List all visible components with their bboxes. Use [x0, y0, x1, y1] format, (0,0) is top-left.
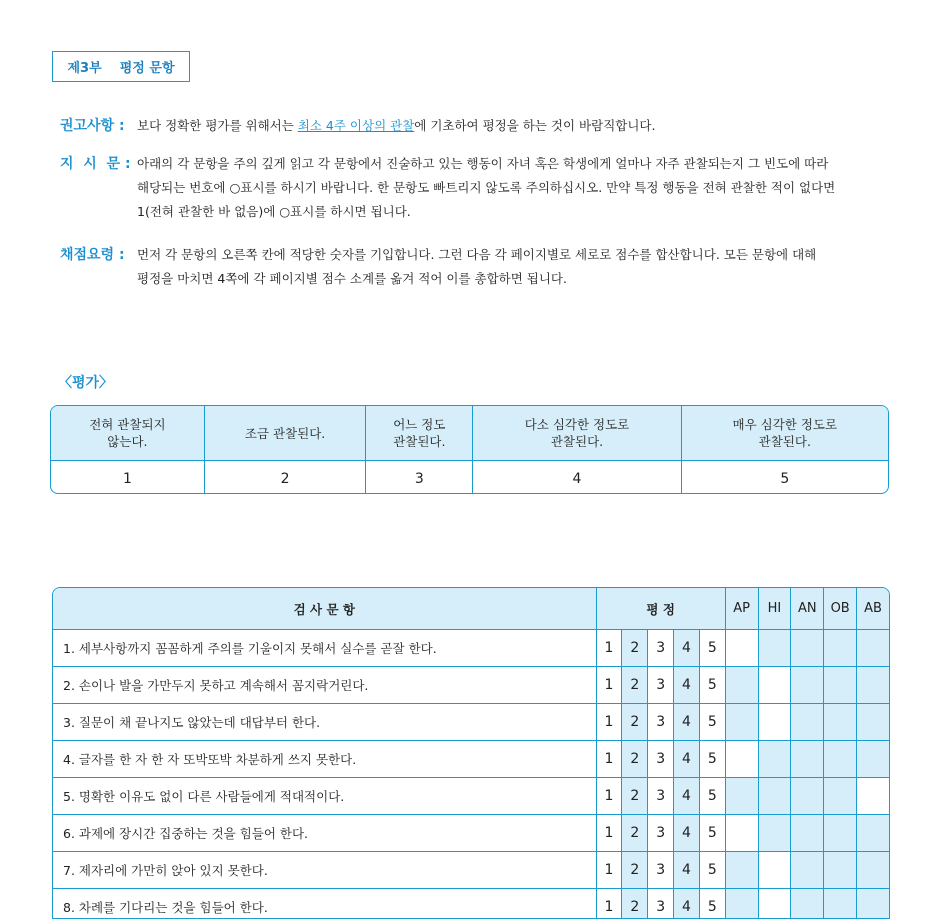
instruction-recommendation	[60, 114, 900, 138]
subscale-score-cell[interactable]	[726, 667, 759, 704]
rating-option-4[interactable]: 4	[674, 852, 700, 889]
subscale-score-cell[interactable]	[857, 630, 889, 667]
subscale-score-cell[interactable]	[857, 778, 889, 815]
scale-label-3: 어느 정도 관찰된다.	[366, 406, 473, 461]
subscale-score-cell[interactable]	[824, 667, 857, 704]
instruction-directions	[60, 152, 900, 224]
subscale-score-cell[interactable]	[759, 630, 792, 667]
instruction-scoring	[60, 243, 900, 291]
rating-option-3[interactable]: 3	[648, 667, 674, 704]
rating-option-4[interactable]: 4	[674, 815, 700, 852]
rating-option-5[interactable]: 5	[700, 778, 726, 815]
header-rating: 평 정	[597, 588, 726, 630]
subscale-score-cell[interactable]	[759, 889, 792, 919]
rating-option-2[interactable]: 2	[622, 704, 648, 741]
subscale-score-cell[interactable]	[759, 852, 792, 889]
item-question: 3. 질문이 채 끝나지도 않았는데 대답부터 한다.	[53, 704, 597, 741]
rating-option-3[interactable]: 3	[648, 815, 674, 852]
rating-option-1[interactable]: 1	[597, 741, 623, 778]
table-row	[53, 815, 889, 852]
rating-option-5[interactable]: 5	[700, 889, 726, 919]
observation-period-link[interactable]: 최소 4주 이상의 관찰	[297, 118, 415, 133]
section-title: 제3부 평정 문항	[52, 51, 190, 82]
rating-option-4[interactable]: 4	[674, 630, 700, 667]
rating-option-1[interactable]: 1	[597, 630, 623, 667]
rating-option-3[interactable]: 3	[648, 741, 674, 778]
rating-option-3[interactable]: 3	[648, 889, 674, 919]
subscale-score-cell[interactable]	[857, 704, 889, 741]
rating-option-4[interactable]: 4	[674, 778, 700, 815]
items-header-row	[53, 588, 889, 630]
scoring-text: 먼저 각 문항의 오른쪽 칸에 적당한 숫자를 기입합니다. 그런 다음 각 페이지별로 세로로 점수를 합산합니다. 모든 문항에 대해 평정을 마치면 4쪽에 각 페이지별 점수 소계를 옮겨 적어 이를 총합하면 됩니다.	[137, 247, 817, 286]
item-question: 8. 차례를 기다리는 것을 힘들어 한다.	[53, 889, 597, 919]
subscale-score-cell[interactable]	[857, 815, 889, 852]
scale-label-2: 조금 관찰된다.	[205, 406, 367, 461]
subscale-score-cell[interactable]	[726, 778, 759, 815]
table-row	[53, 852, 889, 889]
subscale-score-cell[interactable]	[791, 778, 824, 815]
rating-option-5[interactable]: 5	[700, 704, 726, 741]
subscale-score-cell[interactable]	[726, 852, 759, 889]
scale-value-2: 2	[205, 461, 367, 494]
subscale-score-cell[interactable]	[759, 815, 792, 852]
subscale-score-cell[interactable]	[857, 852, 889, 889]
header-subscale-an: AN	[791, 588, 824, 630]
rating-option-2[interactable]: 2	[622, 778, 648, 815]
table-row	[53, 778, 889, 815]
subscale-score-cell[interactable]	[759, 704, 792, 741]
subscale-score-cell[interactable]	[791, 889, 824, 919]
rating-option-4[interactable]: 4	[674, 704, 700, 741]
subscale-score-cell[interactable]	[824, 815, 857, 852]
subscale-score-cell[interactable]	[824, 852, 857, 889]
subscale-score-cell[interactable]	[857, 741, 889, 778]
rating-option-4[interactable]: 4	[674, 889, 700, 919]
subscale-score-cell[interactable]	[726, 889, 759, 919]
subscale-score-cell[interactable]	[824, 704, 857, 741]
header-subscale-ob: OB	[824, 588, 857, 630]
rating-option-4[interactable]: 4	[674, 741, 700, 778]
subscale-score-cell[interactable]	[791, 852, 824, 889]
subscale-score-cell[interactable]	[726, 704, 759, 741]
item-question: 5. 명확한 이유도 없이 다른 사람들에게 적대적이다.	[53, 778, 597, 815]
rating-option-1[interactable]: 1	[597, 667, 623, 704]
header-question: 검 사 문 항	[53, 588, 597, 630]
rating-scale-table	[50, 405, 889, 494]
subscale-score-cell[interactable]	[824, 889, 857, 919]
rating-option-2[interactable]: 2	[622, 741, 648, 778]
table-row	[53, 889, 889, 919]
header-subscale-ap: AP	[726, 588, 759, 630]
item-question: 7. 제자리에 가만히 앉아 있지 못한다.	[53, 852, 597, 889]
subscale-score-cell[interactable]	[726, 741, 759, 778]
item-question: 4. 글자를 한 자 한 자 또박또박 차분하게 쓰지 못한다.	[53, 741, 597, 778]
evaluation-heading: 〈평가〉	[58, 375, 114, 391]
header-subscale-hi: HI	[759, 588, 792, 630]
subscale-score-cell[interactable]	[726, 815, 759, 852]
subscale-score-cell[interactable]	[759, 741, 792, 778]
rating-option-1[interactable]: 1	[597, 889, 623, 919]
subscale-score-cell[interactable]	[791, 630, 824, 667]
scale-value-3: 3	[366, 461, 473, 494]
scale-label-5: 매우 심각한 정도로 관찰된다.	[682, 406, 888, 461]
subscale-score-cell[interactable]	[857, 667, 889, 704]
subscale-score-cell[interactable]	[791, 741, 824, 778]
subscale-score-cell[interactable]	[791, 704, 824, 741]
subscale-score-cell[interactable]	[791, 815, 824, 852]
rating-option-1[interactable]: 1	[597, 815, 623, 852]
subscale-score-cell[interactable]	[726, 630, 759, 667]
subscale-score-cell[interactable]	[824, 778, 857, 815]
rating-option-5[interactable]: 5	[700, 741, 726, 778]
subscale-score-cell[interactable]	[759, 667, 792, 704]
subscale-score-cell[interactable]	[824, 741, 857, 778]
rating-option-2[interactable]: 2	[622, 667, 648, 704]
rating-option-1[interactable]: 1	[597, 704, 623, 741]
rating-option-2[interactable]: 2	[622, 852, 648, 889]
subscale-score-cell[interactable]	[824, 630, 857, 667]
rating-option-3[interactable]: 3	[648, 852, 674, 889]
scale-value-1: 1	[51, 461, 205, 494]
rating-option-5[interactable]: 5	[700, 852, 726, 889]
table-row	[53, 704, 889, 741]
scale-value-5: 5	[780, 470, 790, 487]
rating-option-3[interactable]: 3	[648, 704, 674, 741]
table-row	[53, 741, 889, 778]
item-question: 1. 세부사항까지 꼼꼼하게 주의를 기울이지 못해서 실수를 곧잘 한다.	[53, 630, 597, 667]
rating-option-1[interactable]: 1	[597, 778, 623, 815]
rating-option-3[interactable]: 3	[648, 630, 674, 667]
scale-label-4: 다소 심각한 정도로 관찰된다.	[473, 406, 681, 461]
table-row	[53, 667, 889, 704]
rating-option-3[interactable]: 3	[648, 778, 674, 815]
header-subscale-ab: AB	[857, 588, 889, 630]
recommendation-label: 권고사항 :	[60, 118, 125, 134]
item-question: 2. 손이나 발을 가만두지 못하고 계속해서 꼼지락거린다.	[53, 667, 597, 704]
scale-label-1: 전혀 관찰되지 않는다.	[51, 406, 205, 461]
scoring-label: 채점요령 :	[60, 247, 125, 263]
table-row	[53, 630, 889, 667]
rating-option-5[interactable]: 5	[700, 815, 726, 852]
directions-label: 지 시 문 :	[60, 156, 131, 172]
directions-text: 아래의 각 문항을 주의 깊게 읽고 각 문항에서 진술하고 있는 행동이 자녀 혹은 학생에게 얼마나 자주 관찰되는지 그 빈도에 따라 해당되는 번호에 ○표시를 하시기 바랍니다. 한 문항도 빠트리지 않도록 주의하십시오. 만약 특정 행동을 전혀 관찰한 적이 없다면 1(전혀 관찰한 바 없음)에 ○표시를 하시면 됩니다.	[137, 156, 836, 219]
rating-option-5[interactable]: 5	[700, 630, 726, 667]
rating-option-2[interactable]: 2	[622, 630, 648, 667]
recommendation-text: 보다 정확한 평가를 위해서는 최소 4주 이상의 관찰에 기초하여 평정을 하는 것이 바람직합니다.	[137, 118, 656, 133]
rating-option-4[interactable]: 4	[674, 667, 700, 704]
rating-option-1[interactable]: 1	[597, 852, 623, 889]
rating-option-2[interactable]: 2	[622, 815, 648, 852]
subscale-score-cell[interactable]	[791, 667, 824, 704]
item-question: 6. 과제에 장시간 집중하는 것을 힘들어 한다.	[53, 815, 597, 852]
rating-option-2[interactable]: 2	[622, 889, 648, 919]
rating-option-5[interactable]: 5	[700, 667, 726, 704]
subscale-score-cell[interactable]	[759, 778, 792, 815]
scale-value-4: 4	[473, 461, 681, 494]
rating-items-table	[52, 587, 890, 919]
subscale-score-cell[interactable]	[857, 889, 889, 919]
